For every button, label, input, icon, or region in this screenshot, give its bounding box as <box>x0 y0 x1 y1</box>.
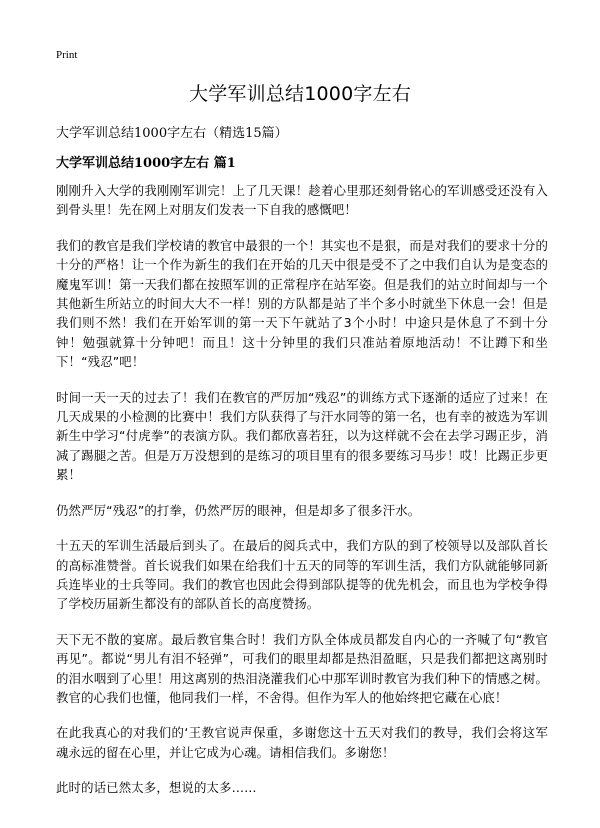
paragraph: 仍然严厉“残忍”的打拳，仍然严厉的眼神，但是却多了很多汗水。 <box>56 502 421 518</box>
paragraph: 此时的话已然太多，想说的太多…… <box>56 780 257 796</box>
paragraph: 十五天的军训生活最后到头了。在最后的阅兵式中，我们方队的到了校领导以及部队首长的高标准赞誉。首长说我们如果在给我们十五天的同等的军训生活，我们方队就能够同新兵连毕业的士兵等同。我们的教官也因此会得到部队提等的优先机会，而且也为学校争得了学校历届新生都没有的部队首长的高度赞扬。 <box>56 538 548 612</box>
document-subtitle: 大学军训总结1000字左右（精选15篇） <box>56 126 288 141</box>
document-title: 大学军训总结1000字左右 <box>189 83 411 105</box>
section-heading: 大学军训总结1000字左右 篇1 <box>56 156 236 171</box>
paragraph: 时间一天一天的过去了！我们在教官的严厉加“残忍”的训练方式下逐渐的适应了过来！在几天成果的小检测的比赛中！我们方队获得了与汗水同等的第一名，也有幸的被选为军训新生中学习“付虎拳”的表演方队。我们都欣喜若狂，以为这样就不会在去学习踢正步，消减了踢腿之苦。但是万万没想到的是练习的项目里有的很多要练习马步！哎！比踢正步更累！ <box>56 389 548 483</box>
paragraph: 在此我真心的对我们的‘王教官说声保重，多谢您这十五天对我们的教导，我们会将这军魂永远的留在心里，并让它成为心魂。请相信我们。多谢您！ <box>56 725 548 760</box>
print-link[interactable]: Print <box>56 49 78 61</box>
paragraph: 刚刚升入大学的我刚刚军训完！上了几天课！趁着心里那还刻骨铭心的军训感受还没有入到骨头里！先在网上对朋友们发表一下自我的感慨吧！ <box>56 183 548 218</box>
paragraph: 我们的教官是我们学校请的教官中最狠的一个！其实也不是狠，而是对我们的要求十分的十分的严格！让一个作为新生的我们在开始的几天中很是受不了之中我们自认为是变态的魔鬼军训！第一天我们都在按照军训的正常程序在站军姿。但是我们的站立时间却与一个其他新生所站立的时间大大不一样！别的方队都是站了半个多小时就坐下休息一会！但是我们则不然！我们在开始军训的第一天下午就站了3个小时！中途只是休息了不到十分钟！勉强就算十分钟吧！而且！这十分钟里的我们只准站着原地活动！不让蹲下和坐下！“残忍”吧！ <box>56 237 548 370</box>
paragraph: 天下无不散的宴席。最后教官集合时！我们方队全体成员都发自内心的一齐喊了句“教官再见”。都说“男儿有泪不轻弹”，可我们的眼里却都是热泪盈眶，只是我们都把这离别时的泪水咽到了心里！用这离别的热泪浇灌我们心中那军训时教官为我们种下的情感之树。教官的心我们也懂，他同我们一样，不舍得。但作为军人的他始终把它藏在心底！ <box>56 631 548 705</box>
article-body <box>56 181 548 814</box>
